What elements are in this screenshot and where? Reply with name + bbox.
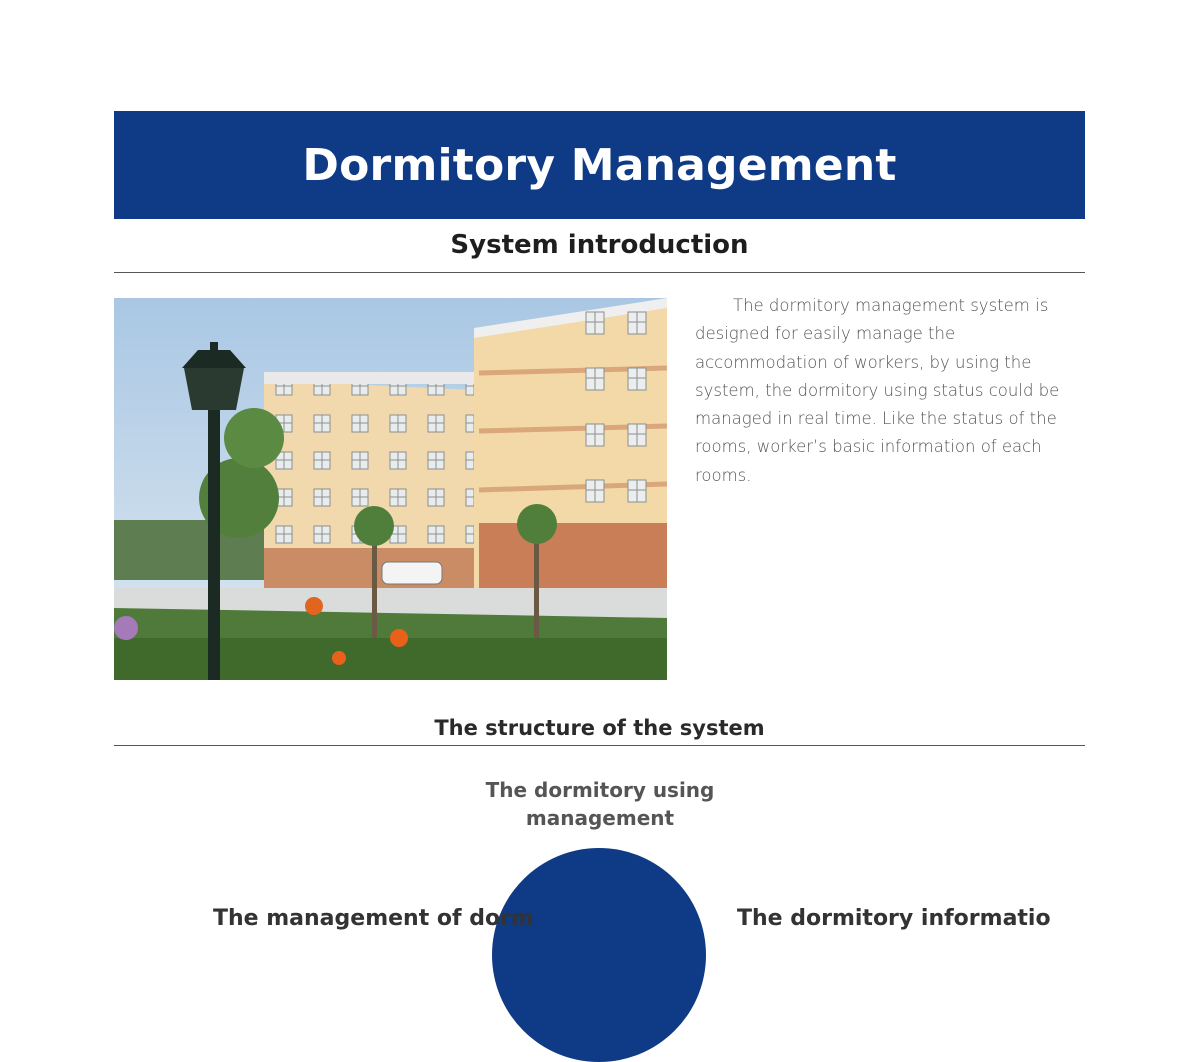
dormitory-building-photo [114, 298, 667, 680]
section-title-structure: The structure of the system [434, 716, 765, 740]
divider [114, 745, 1085, 746]
divider [114, 272, 1085, 273]
title-banner [114, 111, 1085, 219]
structure-center-circle [492, 848, 706, 1062]
page-title: Dormitory Management [302, 139, 897, 191]
section-title-introduction: System introduction [450, 230, 749, 260]
structure-right-label: The dormitory informatio [737, 906, 1051, 931]
structure-center-label: The dormitory using management [485, 778, 715, 830]
structure-left-label: The management of dorm [213, 906, 534, 931]
intro-paragraph: The dormitory management system is designed for easily manage the accommodation of workers, by using the system, the dormitory using status could be managed in real time. Like the status of the rooms, worker’s basic information of each rooms. [695, 296, 1060, 485]
